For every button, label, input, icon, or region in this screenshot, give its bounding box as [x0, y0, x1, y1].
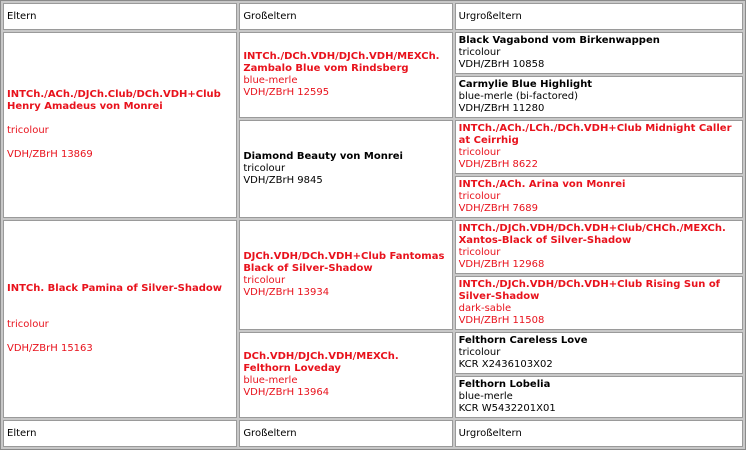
great-grandparent-7-reg: KCR X2436103X02	[458, 359, 553, 370]
grandparent-2-name: Diamond Beauty von Monrei	[243, 151, 403, 162]
sire-cell	[3, 32, 237, 218]
great-grandparent-cell-6	[455, 276, 743, 330]
header-grandparents: Großeltern	[239, 3, 452, 30]
great-grandparent-6-color: dark-sable	[458, 303, 512, 314]
grandparent-4-reg: VDH/ZBrH 13964	[243, 387, 330, 398]
header-great-grandparents: Urgroßeltern	[455, 3, 743, 30]
great-grandparent-8-name: Felthorn Lobelia	[458, 379, 551, 390]
great-grandparent-5-reg: VDH/ZBrH 12968	[458, 259, 545, 270]
great-grandparent-3-color: tricolour	[458, 147, 501, 158]
header-row	[3, 3, 743, 30]
great-grandparent-1-color: tricolour	[458, 47, 501, 58]
grandparent-4-color: blue-merle	[243, 375, 298, 386]
grandparent-3-reg: VDH/ZBrH 13934	[243, 287, 330, 298]
great-grandparent-cell-8	[455, 376, 743, 418]
grandparent-cell-4	[239, 332, 452, 418]
great-grandparent-7-name: Felthorn Careless Love	[458, 335, 588, 346]
great-grandparent-1-name: Black Vagabond vom Birkenwappen	[458, 35, 660, 46]
great-grandparent-2-color: blue-merle (bi-factored)	[458, 91, 579, 102]
great-grandparent-cell-7	[455, 332, 743, 374]
grandparent-1-reg: VDH/ZBrH 12595	[243, 87, 330, 98]
great-grandparent-6-reg: VDH/ZBrH 11508	[458, 315, 545, 326]
great-grandparent-8-color: blue-merle	[458, 391, 513, 402]
great-grandparent-cell-5	[455, 220, 743, 274]
table-row	[3, 220, 743, 274]
footer-great-grandparents: Urgroßeltern	[455, 420, 743, 447]
grandparent-2-color: tricolour	[243, 163, 286, 174]
great-grandparent-7-color: tricolour	[458, 347, 501, 358]
great-grandparent-1-reg: VDH/ZBrH 10858	[458, 59, 545, 70]
great-grandparent-8-reg: KCR W5432201X01	[458, 403, 556, 414]
great-grandparent-4-reg: VDH/ZBrH 7689	[458, 203, 538, 214]
grandparent-3-name: DJCh.VDH/DCh.VDH+Club Fantomas Black of Silver-Shadow	[243, 251, 445, 274]
footer-grandparents: Großeltern	[239, 420, 452, 447]
great-grandparent-5-color: tricolour	[458, 247, 501, 258]
footer-row	[3, 420, 743, 447]
dam-reg: VDH/ZBrH 15163	[7, 343, 93, 354]
sire-reg: VDH/ZBrH 13869	[7, 149, 93, 160]
dam-color: tricolour	[7, 319, 49, 330]
great-grandparent-3-reg: VDH/ZBrH 8622	[458, 159, 538, 170]
great-grandparent-5-name: INTCh./DJCh.VDH/DCh.VDH+Club/CHCh./MEXCh. Xantos-Black of Silver-Shadow	[458, 223, 726, 246]
grandparent-1-color: blue-merle	[243, 75, 298, 86]
great-grandparent-cell-2	[455, 76, 743, 118]
sire-name: INTCh./ACh./DJCh.Club/DCh.VDH+Club Henry Amadeus von Monrei	[7, 89, 221, 112]
great-grandparent-cell-1	[455, 32, 743, 74]
great-grandparent-cell-4	[455, 176, 743, 218]
dam-cell	[3, 220, 237, 418]
table-row	[3, 32, 743, 74]
great-grandparent-4-color: tricolour	[458, 191, 501, 202]
grandparent-cell-1	[239, 32, 452, 118]
great-grandparent-2-reg: VDH/ZBrH 11280	[458, 103, 545, 114]
grandparent-2-reg: VDH/ZBrH 9845	[243, 175, 323, 186]
great-grandparent-3-name: INTCh./ACh./LCh./DCh.VDH+Club Midnight Caller at Ceirrhig	[458, 123, 732, 146]
header-parents: Eltern	[3, 3, 237, 30]
great-grandparent-4-name: INTCh./ACh. Arina von Monrei	[458, 179, 626, 190]
grandparent-4-name: DCh.VDH/DJCh.VDH/MEXCh. Felthorn Loveday	[243, 351, 399, 374]
sire-color: tricolour	[7, 125, 49, 136]
grandparent-1-name: INTCh./DCh.VDH/DJCh.VDH/MEXCh. Zambalo Blue vom Rindsberg	[243, 51, 440, 74]
great-grandparent-6-name: INTCh./DJCh.VDH/DCh.VDH+Club Rising Sun of Silver-Shadow	[458, 279, 721, 302]
dam-name: INTCh. Black Pamina of Silver-Shadow	[7, 283, 222, 294]
great-grandparent-cell-3	[455, 120, 743, 174]
grandparent-cell-3	[239, 220, 452, 330]
grandparent-3-color: tricolour	[243, 275, 286, 286]
footer-parents: Eltern	[3, 420, 237, 447]
grandparent-cell-2	[239, 120, 452, 218]
great-grandparent-2-name: Carmylie Blue Highlight	[458, 79, 593, 90]
